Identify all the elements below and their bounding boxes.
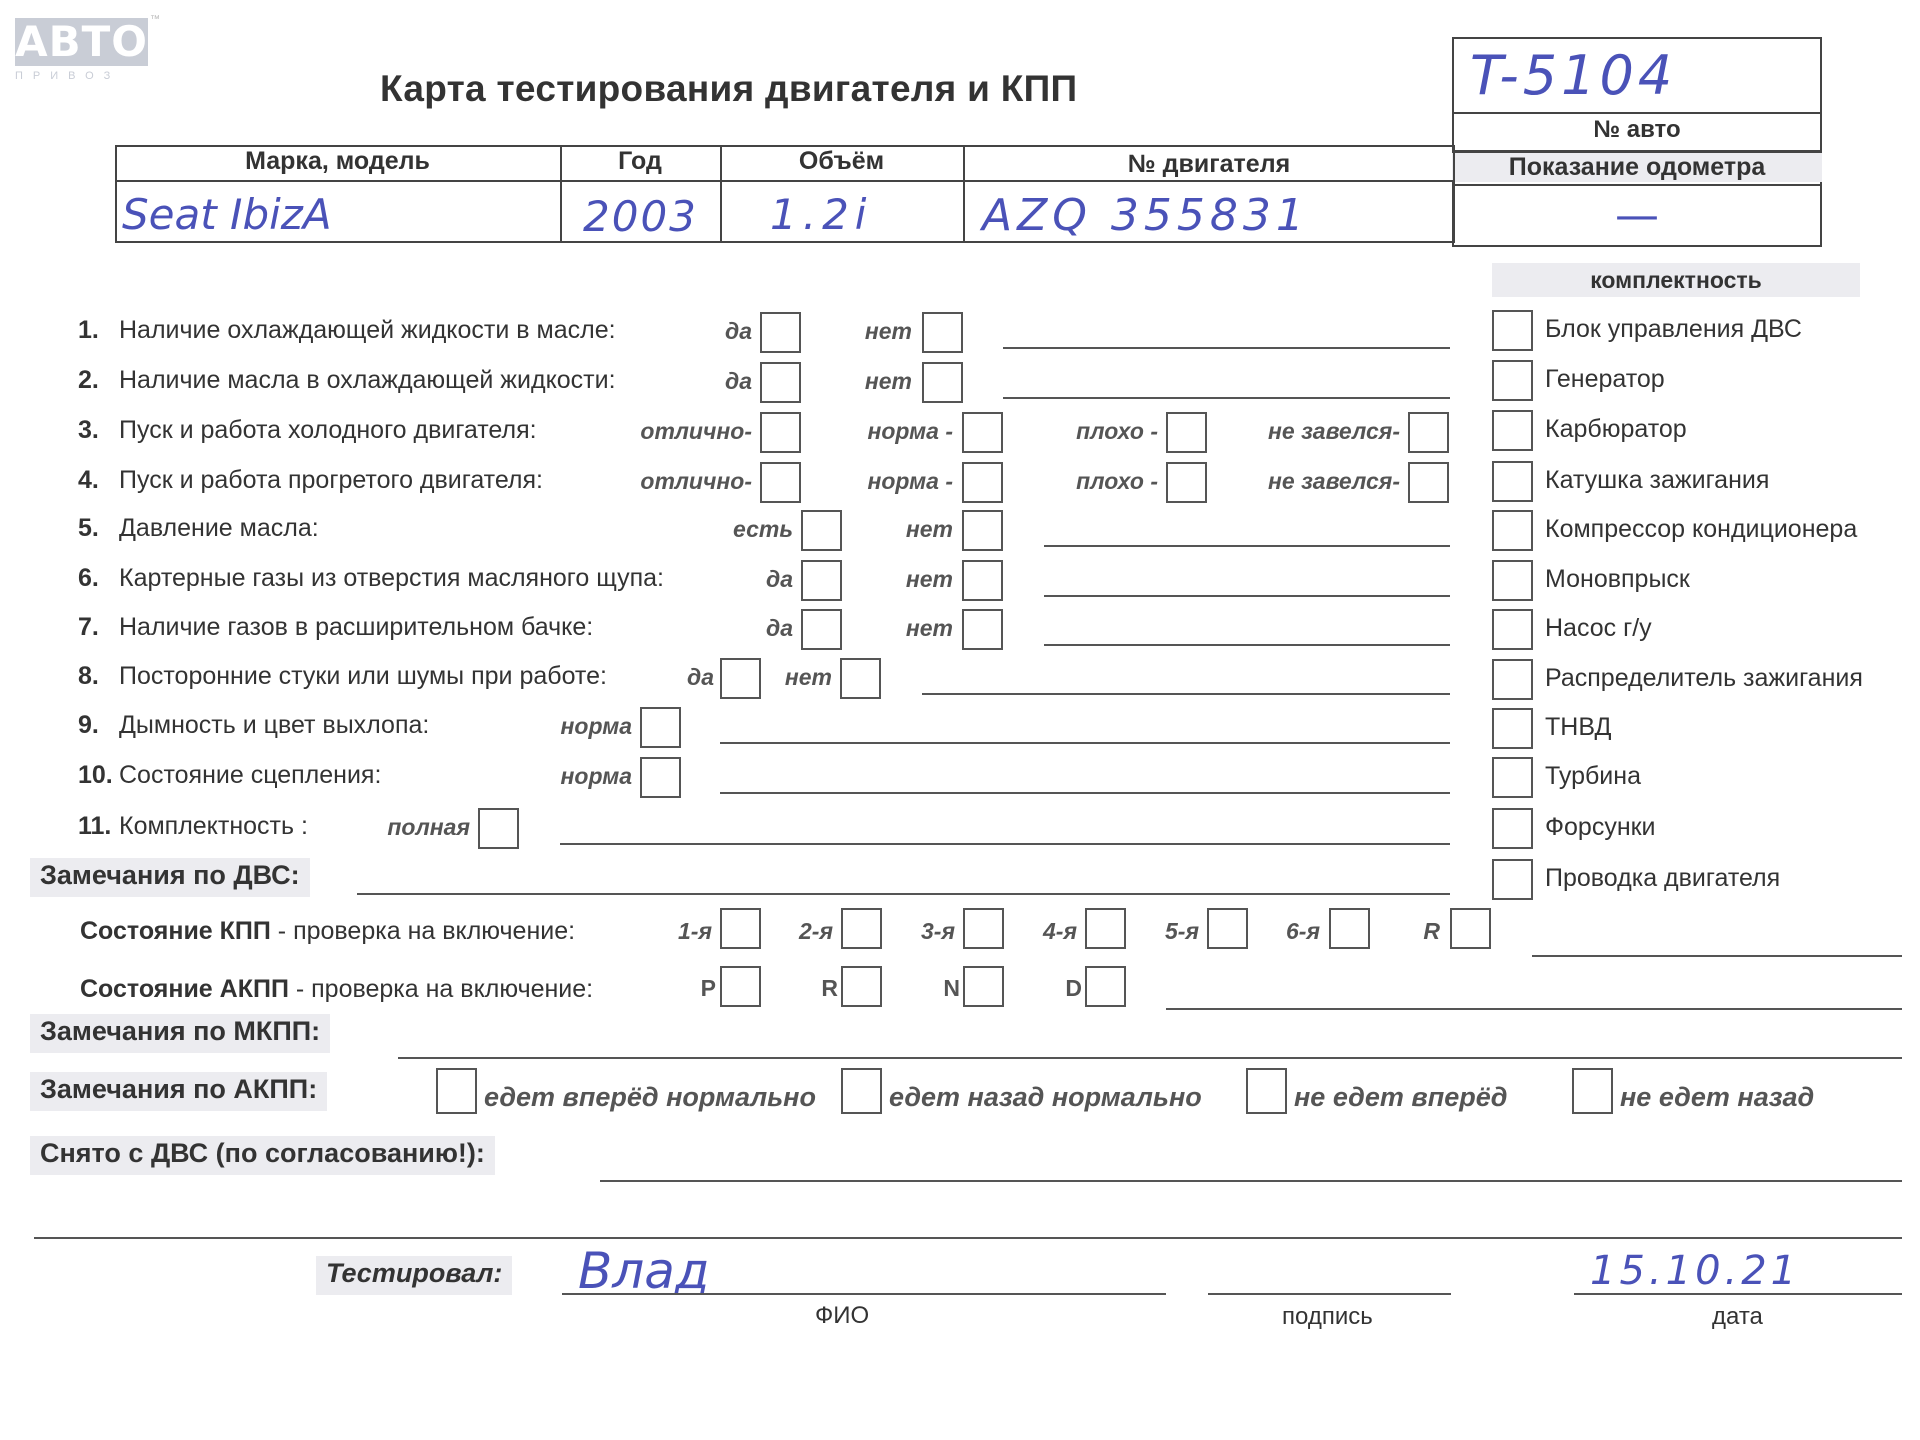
col-header-engine-no: № двигателя <box>1127 150 1291 178</box>
option-label: плохо - <box>1076 468 1158 494</box>
akpp-gear-label: N <box>943 975 960 1001</box>
akpp-gear-label: R <box>821 975 838 1001</box>
odometer-label: Показание одометра <box>1452 153 1822 182</box>
kpp-gear-label: 5-я <box>1165 918 1199 944</box>
question-text: Наличие охлаждающей жидкости в масле: <box>119 316 616 344</box>
option-checkbox[interactable] <box>922 362 963 403</box>
dvs-remarks-label: Замечания по ДВС: <box>30 858 310 897</box>
value-model: Seat IbizA <box>122 190 332 239</box>
signature-caption: подпись <box>1282 1303 1373 1330</box>
kpp-gear-label: 1-я <box>678 918 712 944</box>
option-checkbox[interactable] <box>962 609 1003 650</box>
signature-line[interactable] <box>1208 1293 1451 1295</box>
option-label: не завелся- <box>1268 418 1400 444</box>
option-checkbox[interactable] <box>1408 412 1449 453</box>
question-number: 11. <box>78 812 112 840</box>
akpp-remarks-label: Замечания по АКПП: <box>30 1072 327 1111</box>
completeness-checkbox[interactable] <box>1492 461 1533 502</box>
akpp-remark-label: едет назад нормально <box>889 1082 1202 1112</box>
option-label: да <box>724 318 752 344</box>
completeness-checkbox[interactable] <box>1492 510 1533 551</box>
logo: АВТО <box>15 17 148 66</box>
question-text: Дымность и цвет выхлопа: <box>119 711 430 739</box>
completeness-item-label: Форсунки <box>1545 813 1656 841</box>
option-checkbox[interactable] <box>640 757 681 798</box>
completeness-item-label: Распределитель зажигания <box>1545 664 1863 692</box>
option-label: да <box>686 664 714 690</box>
akpp-remark-checkbox[interactable] <box>1572 1068 1613 1114</box>
fio-line[interactable] <box>562 1293 1166 1295</box>
col-header-volume: Объём <box>798 147 885 175</box>
akpp-remark-checkbox[interactable] <box>1246 1068 1287 1114</box>
option-label: нет <box>864 368 912 394</box>
question-text: Состояние сцепления: <box>119 761 382 789</box>
value-volume: 1.2i <box>770 190 873 239</box>
akpp-gear-checkbox[interactable] <box>1085 966 1126 1007</box>
logo-subtitle: ПРИВОЗ <box>15 70 121 82</box>
question-number: 1. <box>78 316 99 344</box>
kpp-gear-label: 3-я <box>921 918 955 944</box>
option-label: нет <box>784 664 832 690</box>
question-text: Комплектность : <box>119 812 308 840</box>
col-header-year: Год <box>618 147 662 175</box>
option-checkbox[interactable] <box>1408 462 1449 503</box>
logo-tm: ™ <box>150 14 160 25</box>
akpp-remarks-line[interactable] <box>1166 1008 1902 1010</box>
option-label: плохо - <box>1076 418 1158 444</box>
removed-line-2[interactable] <box>34 1237 1902 1239</box>
option-label: не завелся- <box>1268 468 1400 494</box>
kpp-gear-label: 4-я <box>1043 918 1077 944</box>
completeness-checkbox[interactable] <box>1492 859 1533 900</box>
question-number: 4. <box>78 466 99 494</box>
date-caption: дата <box>1712 1303 1763 1330</box>
completeness-checkbox[interactable] <box>1492 708 1533 749</box>
odometer-value: — <box>1615 190 1659 241</box>
completeness-title: комплектность <box>1492 263 1860 297</box>
completeness-item-label: Моновпрыск <box>1545 565 1690 593</box>
question-remark-line[interactable] <box>1044 644 1450 646</box>
question-text: Картерные газы из отверстия масляного щупа: <box>119 564 664 592</box>
question-remark-line[interactable] <box>720 742 1450 744</box>
completeness-item-label: Карбюратор <box>1545 415 1687 443</box>
akpp-remark-checkbox[interactable] <box>841 1068 882 1114</box>
col-header-model: Марка, модель <box>245 147 430 175</box>
mkpp-remarks-line[interactable] <box>398 1057 1902 1059</box>
tested-name: Влад <box>578 1242 710 1300</box>
option-label: норма - <box>867 418 953 444</box>
question-remark-line[interactable] <box>1003 397 1450 399</box>
akpp-remark-label: не едет вперёд <box>1294 1082 1508 1112</box>
option-checkbox[interactable] <box>640 707 681 748</box>
completeness-checkbox[interactable] <box>1492 659 1533 700</box>
kpp-gear-label: R <box>1423 918 1440 944</box>
kpp-label: Состояние КПП - проверка на включение: <box>80 917 576 945</box>
akpp-label: Состояние АКПП - проверка на включение: <box>80 975 594 1003</box>
akpp-remark-label: не едет назад <box>1620 1082 1815 1112</box>
option-label: нет <box>905 615 953 641</box>
completeness-checkbox[interactable] <box>1492 410 1533 451</box>
page-title: Карта тестирования двигателя и КПП <box>380 68 1078 109</box>
option-label: отлично- <box>640 418 752 444</box>
kpp-gear-checkbox[interactable] <box>1450 908 1491 949</box>
removed-line[interactable] <box>600 1180 1902 1182</box>
option-label: норма <box>560 713 632 739</box>
tested-date: 15.10.21 <box>1590 1248 1801 1294</box>
auto-number-value: T-5104 <box>1470 44 1677 107</box>
question-remark-line[interactable] <box>1003 347 1450 349</box>
question-text: Наличие масла в охлаждающей жидкости: <box>119 366 616 394</box>
question-number: 8. <box>78 662 99 690</box>
dvs-remarks-line[interactable] <box>357 893 1450 895</box>
question-remark-line[interactable] <box>560 843 1450 845</box>
question-text: Давление масла: <box>119 514 319 542</box>
kpp-gear-label: 6-я <box>1286 918 1320 944</box>
question-number: 6. <box>78 564 99 592</box>
fio-caption: ФИО <box>815 1302 870 1329</box>
value-engine-no: AZQ 355831 <box>982 190 1309 241</box>
completeness-item-label: Насос г/у <box>1545 614 1652 642</box>
option-label: норма - <box>867 468 953 494</box>
mkpp-remarks-label: Замечания по МКПП: <box>30 1014 330 1053</box>
date-line[interactable] <box>1574 1293 1902 1295</box>
akpp-gear-label: D <box>1065 975 1082 1001</box>
option-label: нет <box>905 566 953 592</box>
option-label: да <box>765 566 793 592</box>
option-checkbox[interactable] <box>840 658 881 699</box>
question-number: 3. <box>78 416 99 444</box>
completeness-checkbox[interactable] <box>1492 609 1533 650</box>
option-label: есть <box>733 516 793 542</box>
question-number: 5. <box>78 514 99 542</box>
option-label: полная <box>387 814 470 840</box>
option-label: да <box>724 368 752 394</box>
kpp-gear-label: 2-я <box>799 918 833 944</box>
option-label: отлично- <box>640 468 752 494</box>
akpp-remark-checkbox[interactable] <box>436 1068 477 1114</box>
completeness-item-label: Турбина <box>1545 762 1641 790</box>
question-text: Посторонние стуки или шумы при работе: <box>119 662 607 690</box>
option-label: норма <box>560 763 632 789</box>
akpp-gear-label: P <box>700 975 716 1001</box>
question-text: Наличие газов в расширительном бачке: <box>119 613 594 641</box>
completeness-checkbox[interactable] <box>1492 310 1533 351</box>
question-remark-line[interactable] <box>720 792 1450 794</box>
completeness-item-label: Катушка зажигания <box>1545 466 1770 494</box>
question-number: 7. <box>78 613 99 641</box>
completeness-item-label: ТНВД <box>1545 713 1612 741</box>
question-remark-line[interactable] <box>922 693 1450 695</box>
completeness-checkbox[interactable] <box>1492 808 1533 849</box>
value-year: 2003 <box>583 192 698 241</box>
completeness-item-label: Компрессор кондиционера <box>1545 515 1858 543</box>
tested-label: Тестировал: <box>316 1256 512 1295</box>
question-number: 9. <box>78 711 99 739</box>
akpp-remark-label: едет вперёд нормально <box>484 1082 816 1112</box>
completeness-item-label: Генератор <box>1545 365 1665 393</box>
completeness-checkbox[interactable] <box>1492 560 1533 601</box>
removed-label: Снято с ДВС (по согласованию!): <box>30 1136 495 1175</box>
question-remark-line[interactable] <box>1044 545 1450 547</box>
question-text: Пуск и работа прогретого двигателя: <box>119 466 543 494</box>
completeness-checkbox[interactable] <box>1492 757 1533 798</box>
completeness-item-label: Блок управления ДВС <box>1545 315 1802 343</box>
option-checkbox[interactable] <box>478 808 519 849</box>
option-label: нет <box>905 516 953 542</box>
auto-number-label: № авто <box>1593 116 1681 143</box>
option-checkbox[interactable] <box>922 312 963 353</box>
option-label: да <box>765 615 793 641</box>
question-remark-line[interactable] <box>1044 595 1450 597</box>
question-number: 2. <box>78 366 99 394</box>
question-number: 10. <box>78 761 113 789</box>
option-checkbox[interactable] <box>962 560 1003 601</box>
completeness-checkbox[interactable] <box>1492 360 1533 401</box>
option-label: нет <box>864 318 912 344</box>
option-checkbox[interactable] <box>962 510 1003 551</box>
kpp-remarks-line[interactable] <box>1532 955 1902 957</box>
question-text: Пуск и работа холодного двигателя: <box>119 416 537 444</box>
completeness-item-label: Проводка двигателя <box>1545 864 1781 892</box>
